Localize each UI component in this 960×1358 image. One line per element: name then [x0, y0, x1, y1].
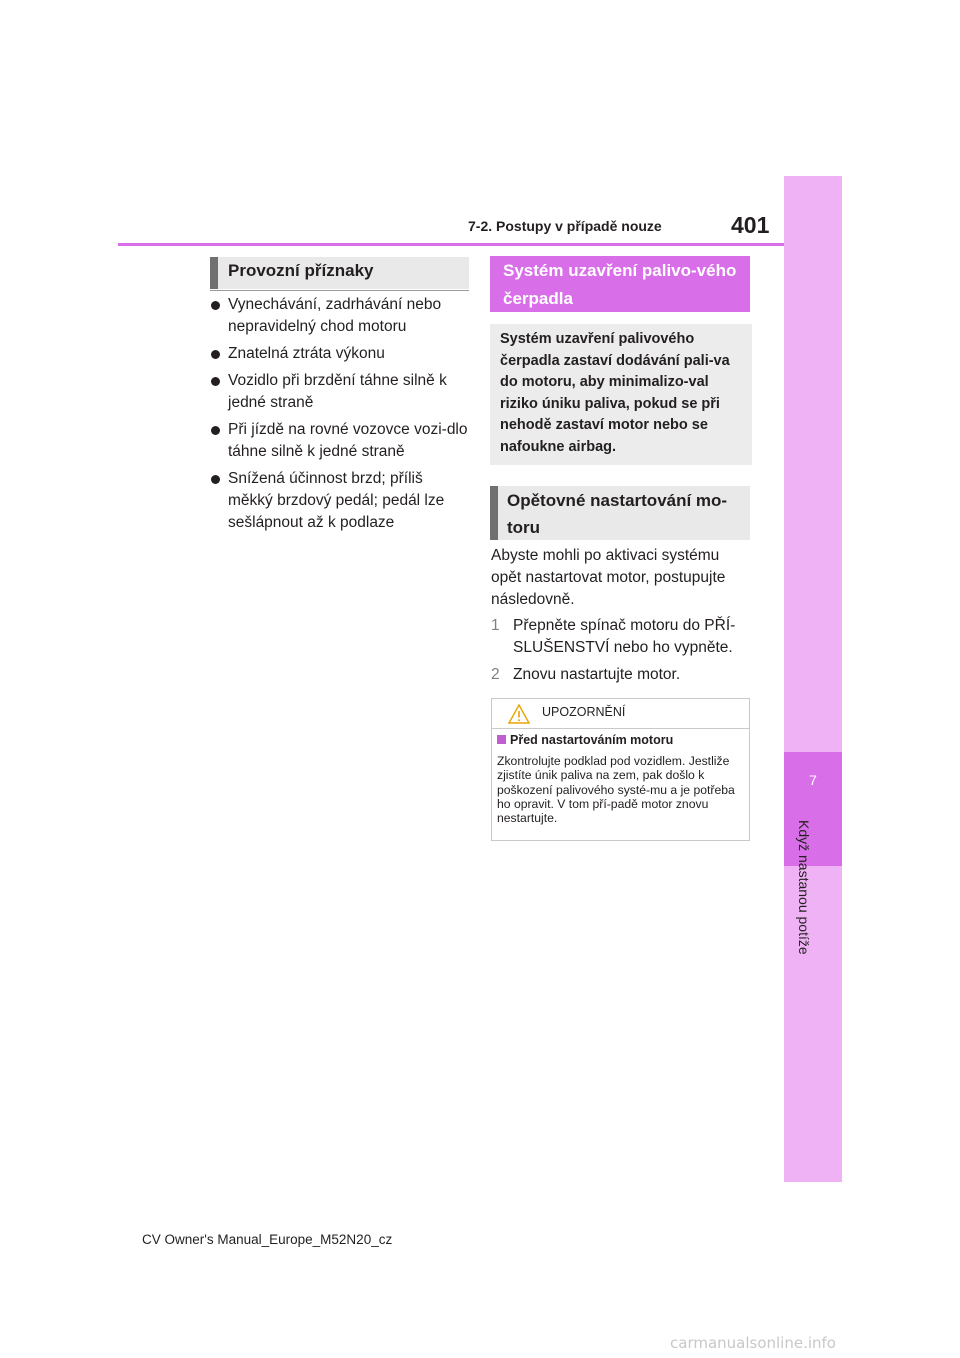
bullet-dot-icon: [211, 475, 220, 484]
symptom-text: Při jízdě na rovné vozovce vozi-dlo táhne silně k jedné straně: [228, 421, 468, 460]
page-number: 401: [731, 212, 770, 238]
caution-header: [492, 699, 749, 729]
caution-label: UPOZORNĚNÍ: [542, 705, 626, 719]
bullet-dot-icon: [211, 377, 220, 386]
step-text: Přepněte spínač motoru do PŘÍ-SLUŠENSTVÍ nebo ho vypněte.: [513, 617, 736, 656]
list-item: [210, 294, 468, 338]
step-text: Znovu nastartujte motor.: [513, 666, 681, 683]
caution-subheading: [497, 733, 673, 747]
square-bullet-icon: [497, 735, 506, 744]
chapter-title: Když nastanou potíže: [796, 820, 812, 955]
bullet-dot-icon: [211, 426, 220, 435]
caution-box: [491, 698, 750, 841]
header-rule: [118, 243, 784, 246]
symptom-text: Znatelná ztráta výkonu: [228, 345, 385, 362]
chapter-number: 7: [809, 772, 817, 788]
fuel-pump-shutoff-heading: Systém uzavření palivo-vého čerpadla: [490, 256, 750, 312]
symptom-text: Vozidlo při brzdění táhne silně k jedné straně: [228, 372, 447, 411]
bullet-dot-icon: [211, 350, 220, 359]
caution-subheading-text: Před nastartováním motoru: [510, 733, 674, 747]
symptom-list: [210, 294, 468, 539]
fuel-pump-info-box: Systém uzavření palivového čerpadla zastaví dodávání pali-va do motoru, aby minimalizo-val riziko úniku paliva, pokud se při nehodě zastaví motor nebo se nafoukne airbag.: [490, 324, 752, 465]
restart-engine-heading: Opětovné nastartování mo-toru: [490, 486, 750, 540]
step-number: 1: [491, 617, 500, 634]
symptom-text: Vynechávání, zadrhávání nebo nepravidelný chod motoru: [228, 296, 442, 335]
warning-triangle-icon: [508, 704, 530, 724]
bullet-dot-icon: [211, 301, 220, 310]
step-1: [491, 615, 753, 659]
step-number: 2: [491, 666, 500, 683]
chapter-side-tab[interactable]: [784, 176, 842, 1182]
symptom-text: Snížená účinnost brzd; příliš měkký brzdový pedál; pedál lze sešlápnout až k podlaze: [228, 470, 445, 531]
restart-intro: Abyste mohli po aktivaci systému opět nastartovat motor, postupujte následovně.: [491, 547, 726, 608]
footer-manual-id: CV Owner's Manual_Europe_M52N20_cz: [142, 1232, 393, 1247]
step-2: [491, 664, 753, 686]
caution-body: Zkontrolujte podklad pod vozidlem. Jestliže zjistíte únik paliva na zem, pak došlo k poškození palivového systé-mu a je potřeba ho opravit. V tom pří-padě motor znovu nestartujte.: [497, 754, 735, 826]
list-item: [210, 370, 468, 414]
list-item: [210, 343, 468, 365]
list-item: [210, 419, 468, 463]
operating-symptoms-heading: Provozní příznaky: [210, 257, 469, 289]
section-title: 7-2. Postupy v případě nouze: [468, 218, 662, 234]
watermark[interactable]: carmanualsonline.info: [670, 1334, 836, 1352]
list-item: [210, 468, 468, 534]
